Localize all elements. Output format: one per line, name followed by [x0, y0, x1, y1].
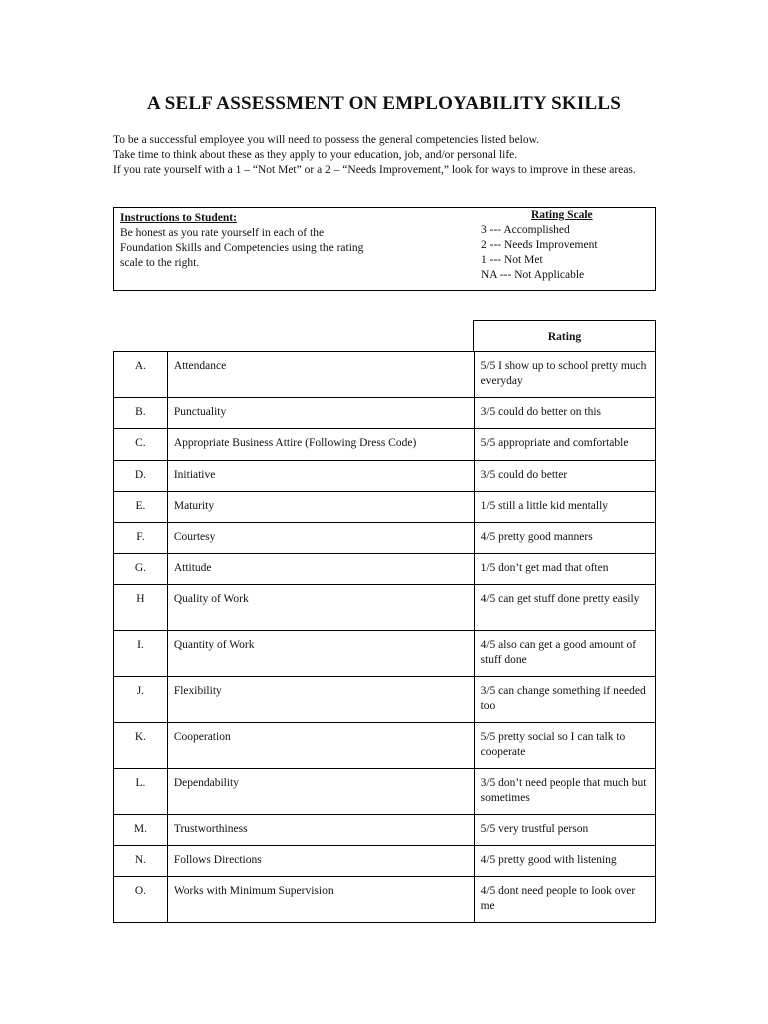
skill-rating: 4/5 dont need people to look over me: [474, 877, 655, 923]
skill-name: Appropriate Business Attire (Following Dress Code): [167, 429, 474, 461]
skill-rating: 5/5 appropriate and comfortable: [474, 429, 655, 461]
rating-column-header: Rating: [473, 320, 656, 352]
table-row: [114, 554, 656, 585]
table-row: [114, 461, 656, 492]
instructions-section: [120, 211, 420, 271]
table-row: [114, 846, 656, 877]
instructions-line: Foundation Skills and Competencies using the rating: [120, 242, 364, 254]
skill-rating: 5/5 I show up to school pretty much everyday: [474, 352, 655, 398]
intro-line: To be a successful employee you will need to possess the general competencies listed below.: [113, 134, 540, 146]
row-letter: G.: [114, 554, 168, 585]
instructions-line: scale to the right.: [120, 257, 200, 269]
skill-rating: 4/5 can get stuff done pretty easily: [474, 585, 655, 631]
table-row: [114, 877, 656, 923]
skill-name: Works with Minimum Supervision: [167, 877, 474, 923]
skill-name: Initiative: [167, 461, 474, 492]
row-letter: B.: [114, 398, 168, 429]
skill-name: Quality of Work: [167, 585, 474, 631]
skill-name: Attitude: [167, 554, 474, 585]
rating-scale-heading: Rating Scale: [531, 209, 593, 221]
rating-scale-section: [481, 208, 651, 283]
table-row: [114, 723, 656, 769]
skill-rating: 5/5 very trustful person: [474, 815, 655, 846]
table-row: [114, 398, 656, 429]
table-row: [114, 492, 656, 523]
skill-rating: 5/5 pretty social so I can talk to cooperate: [474, 723, 655, 769]
intro-paragraph: [113, 133, 658, 178]
table-row: [114, 352, 656, 398]
row-letter: O.: [114, 877, 168, 923]
skill-name: Attendance: [167, 352, 474, 398]
rating-scale-item: NA --- Not Applicable: [481, 269, 585, 281]
table-row: [114, 631, 656, 677]
skill-name: Punctuality: [167, 398, 474, 429]
skills-table: [113, 351, 656, 923]
skill-rating: 4/5 pretty good with listening: [474, 846, 655, 877]
skill-name: Trustworthiness: [167, 815, 474, 846]
skill-rating: 3/5 don’t need people that much but sometimes: [474, 769, 655, 815]
row-letter: D.: [114, 461, 168, 492]
skill-rating: 3/5 can change something if needed too: [474, 677, 655, 723]
skill-name: Flexibility: [167, 677, 474, 723]
skill-rating: 3/5 could do better on this: [474, 398, 655, 429]
row-letter: E.: [114, 492, 168, 523]
table-row: [114, 523, 656, 554]
row-letter: H: [114, 585, 168, 631]
page-title: A SELF ASSESSMENT ON EMPLOYABILITY SKILLS: [146, 93, 622, 114]
skill-name: Quantity of Work: [167, 631, 474, 677]
intro-line: Take time to think about these as they apply to your education, job, and/or personal life.: [113, 149, 518, 161]
skill-rating: 3/5 could do better: [474, 461, 655, 492]
rating-scale-item: 2 --- Needs Improvement: [481, 239, 598, 251]
skill-rating: 4/5 pretty good manners: [474, 523, 655, 554]
row-letter: A.: [114, 352, 168, 398]
skill-name: Follows Directions: [167, 846, 474, 877]
skill-rating: 1/5 still a little kid mentally: [474, 492, 655, 523]
table-row: [114, 769, 656, 815]
row-letter: M.: [114, 815, 168, 846]
skill-name: Courtesy: [167, 523, 474, 554]
intro-line: If you rate yourself with a 1 – “Not Met” or a 2 – “Needs Improvement,” look for ways to improve in these areas.: [113, 164, 636, 176]
skill-name: Cooperation: [167, 723, 474, 769]
skill-rating: 4/5 also can get a good amount of stuff done: [474, 631, 655, 677]
row-letter: J.: [114, 677, 168, 723]
row-letter: K.: [114, 723, 168, 769]
table-row: [114, 815, 656, 846]
skill-name: Dependability: [167, 769, 474, 815]
instructions-line: Be honest as you rate yourself in each of the: [120, 227, 325, 239]
row-letter: N.: [114, 846, 168, 877]
table-row: [114, 429, 656, 461]
row-letter: C.: [114, 429, 168, 461]
rating-scale-item: 1 --- Not Met: [481, 254, 543, 266]
row-letter: L.: [114, 769, 168, 815]
table-row: [114, 677, 656, 723]
row-letter: I.: [114, 631, 168, 677]
skill-name: Maturity: [167, 492, 474, 523]
rating-scale-item: 3 --- Accomplished: [481, 224, 570, 236]
skill-rating: 1/5 don’t get mad that often: [474, 554, 655, 585]
skills-table-body: [114, 352, 656, 923]
instructions-box: [113, 207, 656, 291]
instructions-heading: Instructions to Student:: [120, 212, 237, 224]
table-row: [114, 585, 656, 631]
row-letter: F.: [114, 523, 168, 554]
